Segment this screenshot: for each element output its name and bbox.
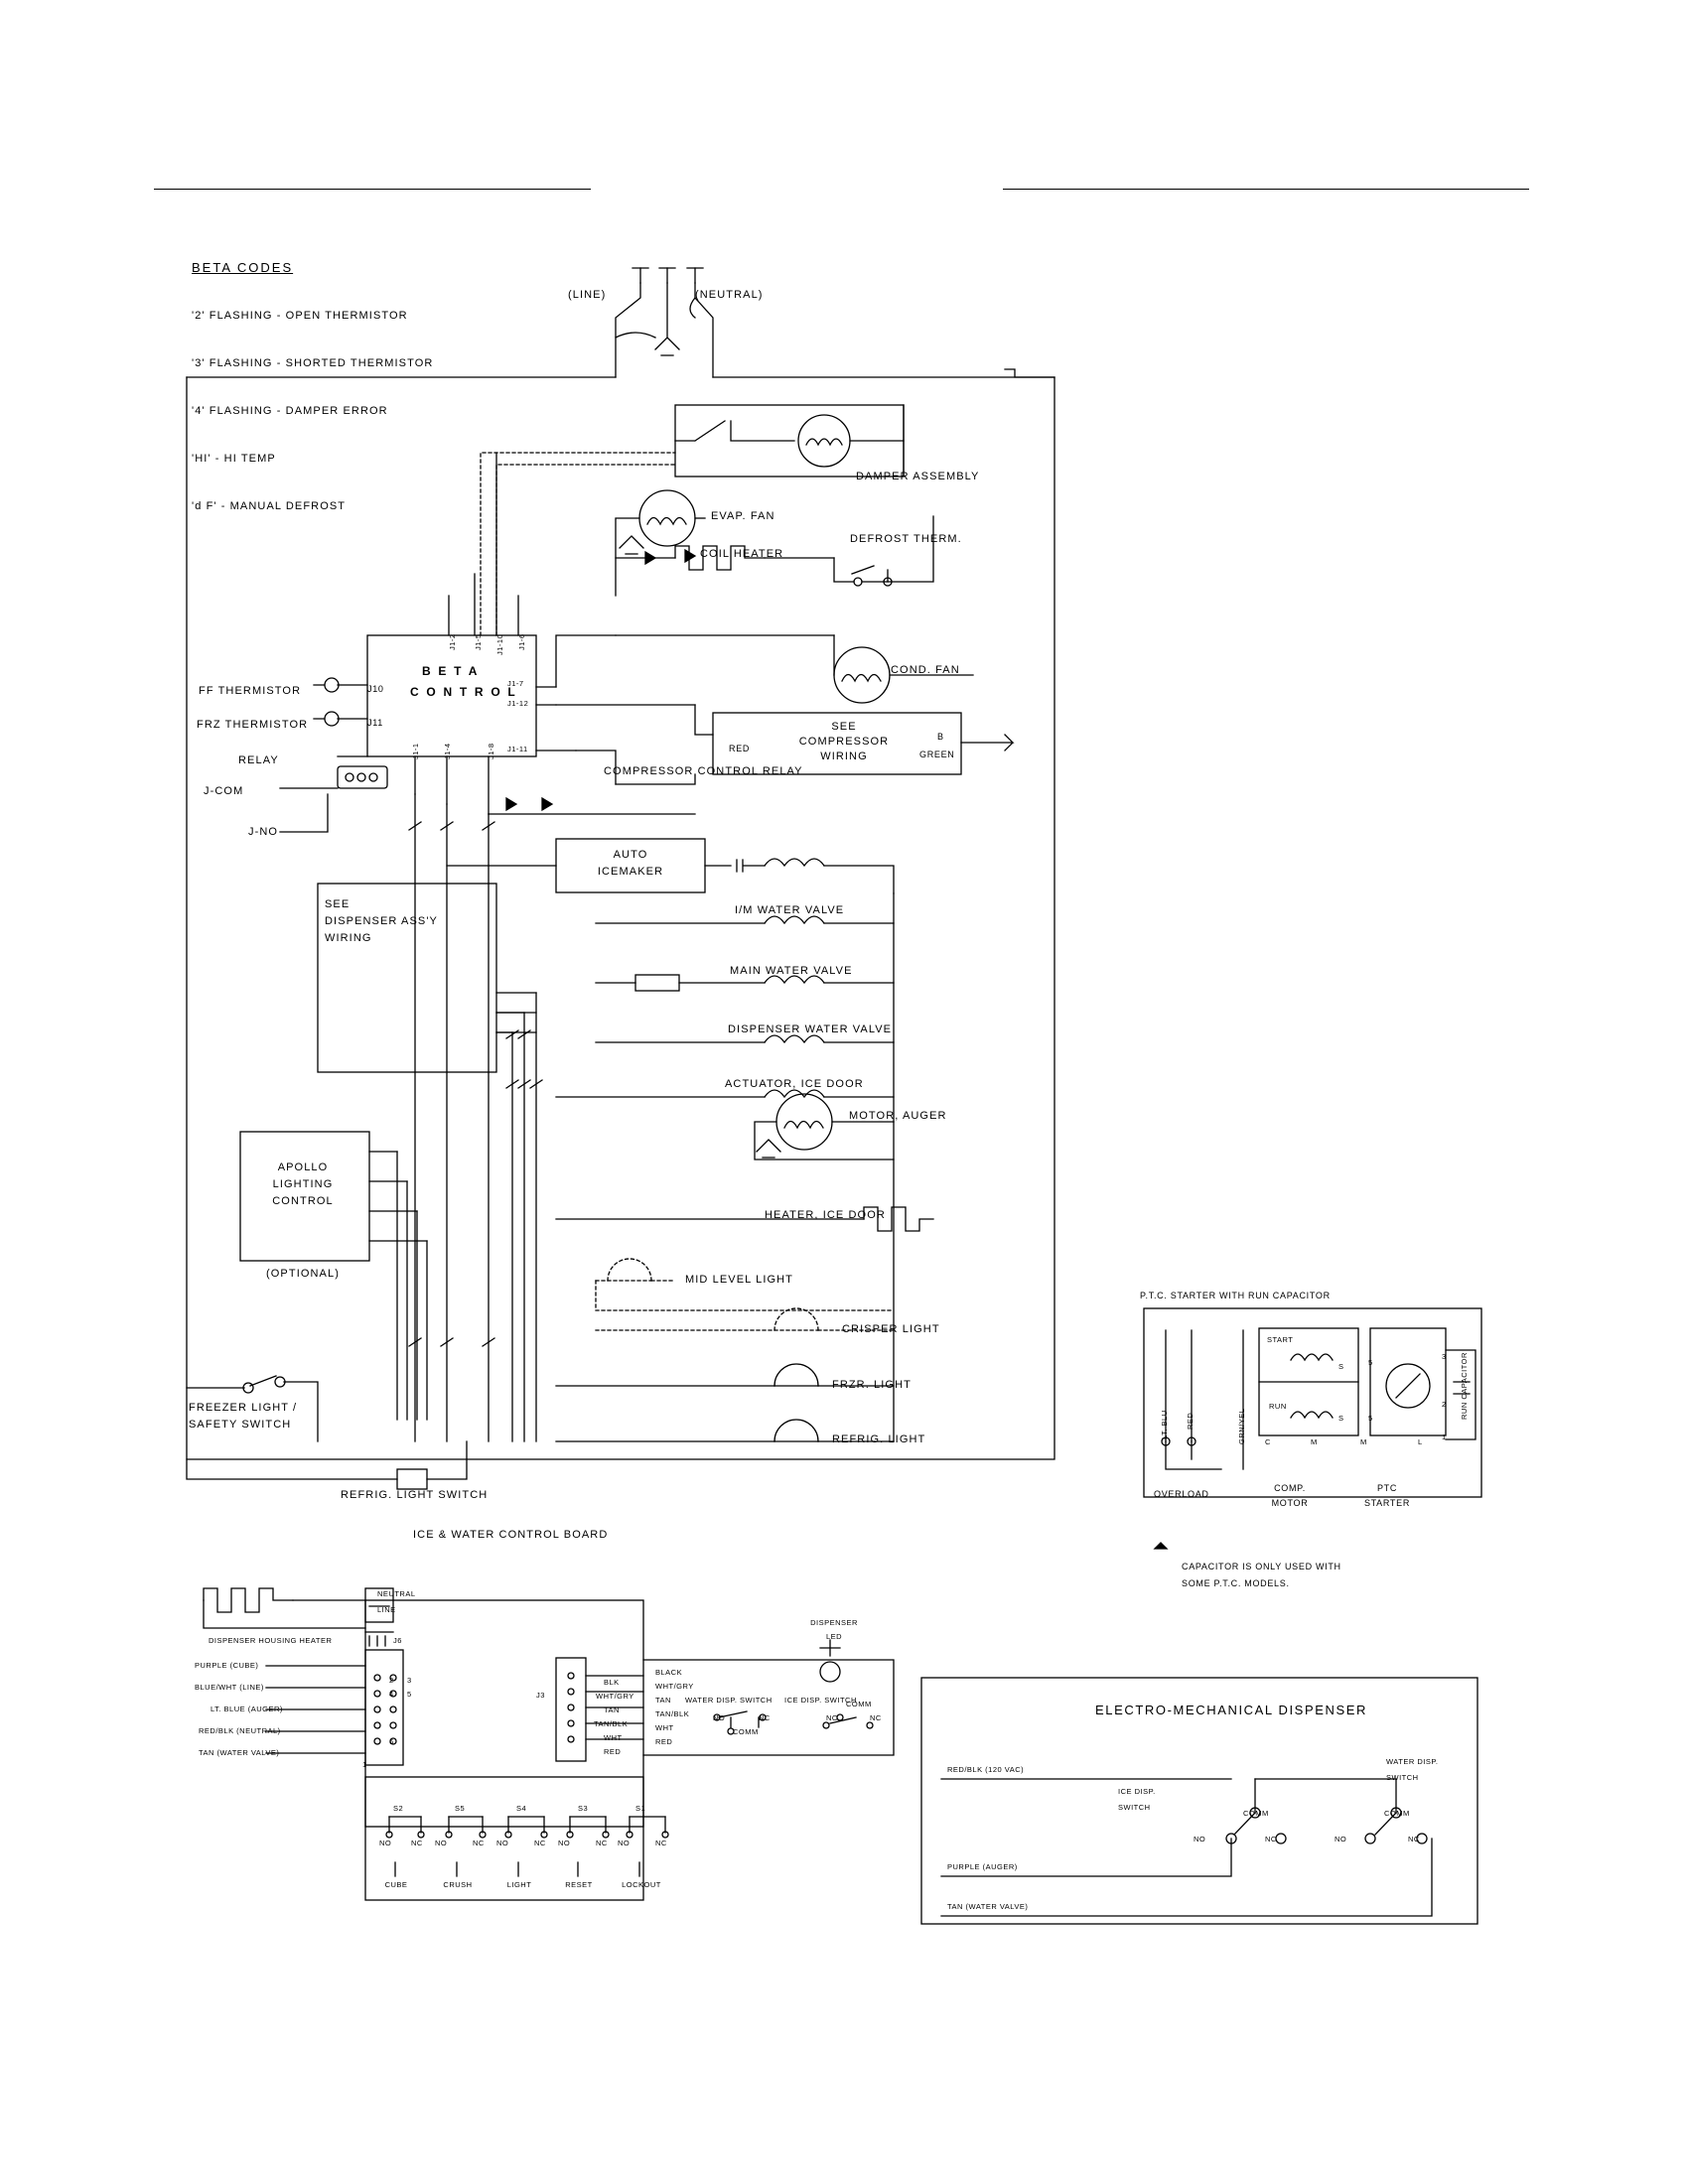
comp-wiring-red: RED [729, 744, 751, 753]
iwb-switch-id-s1: S1 [635, 1804, 646, 1813]
iwb-switch-id-s3: S3 [578, 1804, 589, 1813]
iwb-harness-blk: BLK [604, 1678, 620, 1687]
label-compressor-control-relay [604, 764, 803, 778]
dispenser-box-line2: DISPENSER ASS'Y [325, 915, 438, 927]
ptc-run-label: RUN [1269, 1402, 1287, 1411]
beta-control-title-line1: B E T A [422, 664, 480, 678]
pin-j1-8: J1-8 [487, 743, 495, 759]
iwb-harness-tan: TAN [604, 1706, 620, 1714]
ptc-terminal-s-bottom: S [1338, 1414, 1344, 1423]
ptc-note-1: CAPACITOR IS ONLY USED WITH [1182, 1562, 1341, 1571]
label-crisper-light: CRISPER LIGHT [842, 1323, 940, 1335]
iwb-ice-disp-comm: COMM [846, 1700, 872, 1708]
iwb-sw-term-nc-1: NC [411, 1839, 423, 1847]
beta-codes-title: BETA CODES [192, 260, 294, 275]
em-term-nc-1: NC [1265, 1835, 1277, 1843]
ptc-start-label: START [1267, 1335, 1294, 1344]
iwb-wire-red-r: RED [655, 1737, 673, 1746]
label-defrost-therm [850, 533, 962, 547]
ccr-text: COMPRESSOR CONTROL RELAY [604, 765, 803, 777]
iwb-harness-wht: WHT [604, 1733, 623, 1742]
pin-j1-2: J1-2 [448, 633, 457, 650]
iwb-switch-name-cube: CUBE [384, 1880, 408, 1889]
beta-control-title-line2: C O N T R O L [410, 685, 517, 699]
iwb-sw-term-no-2: NO [435, 1839, 448, 1847]
iwb-sw-term-no-4: NO [558, 1839, 571, 1847]
iwb-water-disp-comm: COMM [733, 1727, 759, 1736]
iwb-sw-term-nc-3: NC [534, 1839, 546, 1847]
iwb-sw-term-nc-5: NC [655, 1839, 667, 1847]
iwb-sw-term-no-3: NO [496, 1839, 509, 1847]
neutral-label: (NEUTRAL) [695, 289, 764, 301]
apollo-optional: (OPTIONAL) [266, 1268, 340, 1280]
iwb-wire-black-r: BLACK [655, 1668, 683, 1677]
ptc-wire-grn-yel: GRN/YEL [1237, 1408, 1246, 1444]
em-ice-switch-1: ICE DISP. [1118, 1787, 1156, 1796]
ptc-pin-5b: 5 [1368, 1414, 1373, 1423]
pin-j1-1: J1-1 [411, 743, 420, 759]
comp-wiring-line1: SEE [831, 721, 857, 733]
defrost-therm-text: DEFROST THERM. [850, 533, 962, 545]
em-term-comm-1: COMM [1243, 1809, 1269, 1818]
label-j-no: J-NO [248, 826, 279, 838]
iwb-pin-1: 1 [362, 1760, 367, 1769]
em-term-comm-2: COMM [1384, 1809, 1410, 1818]
line-label: (LINE) [568, 289, 607, 301]
iwb-switch-id-s4: S4 [516, 1804, 527, 1813]
iwb-sw-term-nc-4: NC [596, 1839, 608, 1847]
label-neutral-iwb: NEUTRAL [377, 1589, 416, 1598]
ptc-terminal-m2: M [1360, 1437, 1367, 1446]
label-refrig-light: REFRIG. LIGHT [832, 1433, 926, 1445]
iwb-wire-lt-blue: LT. BLUE (AUGER) [211, 1705, 283, 1713]
label-cond-fan: COND. FAN [891, 664, 960, 676]
iwb-wire-blue-wht: BLUE/WHT (LINE) [195, 1683, 264, 1692]
pin-j1-10: J1-10 [495, 633, 504, 655]
ptc-pin-3: 3 [1442, 1352, 1447, 1361]
label-j11: J11 [367, 718, 383, 728]
em-term-no-2: NO [1335, 1835, 1347, 1843]
em-wire-mid: PURPLE (AUGER) [947, 1862, 1018, 1871]
label-relay: RELAY [238, 754, 279, 766]
comp-wiring-line3: WIRING [820, 751, 868, 762]
iwb-sw-term-nc-2: NC [473, 1839, 485, 1847]
pin-j1-6: J1-6 [517, 633, 526, 650]
iwb-ice-disp-nc: NC [870, 1713, 882, 1722]
em-water-switch-2: SWITCH [1386, 1773, 1419, 1782]
iwb-wire-tan-r: TAN [655, 1696, 671, 1705]
label-frz-thermistor: FRZ THERMISTOR [197, 719, 309, 731]
iwb-wire-red-blk: RED/BLK (NEUTRAL) [199, 1726, 281, 1735]
ptc-starter-2: STARTER [1363, 1498, 1411, 1508]
label-evap-fan: EVAP. FAN [711, 510, 775, 522]
iwb-wire-tanblk-r: TAN/BLK [655, 1709, 690, 1718]
label-j-com: J-COM [204, 785, 244, 797]
iwb-water-disp-no: NO [713, 1713, 726, 1722]
em-ice-switch-2: SWITCH [1118, 1803, 1151, 1812]
ptc-wire-lt-blu: LT. BLU [1160, 1410, 1169, 1439]
iwb-pin-4: 4 [389, 1690, 394, 1699]
iwb-wire-purple: PURPLE (CUBE) [195, 1661, 259, 1670]
label-dispenser-water-valve: DISPENSER WATER VALVE [728, 1024, 893, 1035]
beta-codes-block [192, 228, 433, 546]
label-j3: J3 [536, 1691, 545, 1700]
label-auto-icemaker-2: ICEMAKER [597, 866, 664, 878]
iwb-harness-red: RED [604, 1747, 622, 1756]
iwb-harness-tanblk: TAN/BLK [594, 1719, 629, 1728]
dispenser-led-2: LED [825, 1632, 843, 1641]
ptc-note-2: SOME P.T.C. MODELS. [1182, 1578, 1290, 1588]
beta-code-line: '4' FLASHING - DAMPER ERROR [192, 405, 388, 417]
dispenser-box-line3: WIRING [325, 932, 372, 944]
label-im-water-valve: I/M WATER VALVE [735, 904, 845, 916]
label-dispenser-housing-heater: DISPENSER HOUSING HEATER [209, 1636, 333, 1645]
iwb-pin-5: 5 [407, 1690, 412, 1699]
comp-wiring-green: GREEN [919, 750, 955, 759]
ptc-title: P.T.C. STARTER WITH RUN CAPACITOR [1140, 1291, 1331, 1300]
iwb-wire-wht-r: WHT [655, 1723, 674, 1732]
electro-mech-title: ELECTRO-MECHANICAL DISPENSER [1094, 1703, 1368, 1717]
ptc-pin-5a: 5 [1368, 1358, 1373, 1367]
iwb-switch-name-light: LIGHT [506, 1880, 532, 1889]
ptc-overload: OVERLOAD [1154, 1489, 1209, 1499]
iwb-sw-term-no-1: NO [379, 1839, 392, 1847]
iwb-switch-id-s2: S2 [393, 1804, 404, 1813]
ptc-terminal-m: M [1311, 1437, 1318, 1446]
iwb-harness-whtgry: WHT/GRY [596, 1692, 634, 1701]
iwb-switch-name-lockout: LOCKOUT [622, 1880, 661, 1889]
header-rule-left [154, 189, 591, 190]
iwb-sw-term-no-5: NO [618, 1839, 631, 1847]
label-heater-ice-door: HEATER, ICE DOOR [765, 1209, 886, 1221]
pin-j1-12: J1-12 [507, 699, 529, 708]
dispenser-led-1: DISPENSER [810, 1618, 858, 1627]
comp-wiring-b: B [937, 732, 944, 742]
ptc-run-capacitor: RUN CAPACITOR [1460, 1352, 1469, 1420]
em-wire-top: RED/BLK (120 VAC) [947, 1765, 1025, 1774]
beta-code-line: '2' FLASHING - OPEN THERMISTOR [192, 310, 408, 322]
iwb-switch-id-s5: S5 [455, 1804, 466, 1813]
ptc-terminal-l: L [1418, 1437, 1423, 1446]
iwb-wire-whtgry-r: WHT/GRY [655, 1682, 694, 1691]
ptc-comp-motor-2: MOTOR [1271, 1498, 1309, 1508]
ptc-terminal-c: C [1265, 1437, 1271, 1446]
label-auto-icemaker-1: AUTO [613, 849, 648, 861]
pin-j1-7: J1-7 [507, 679, 524, 688]
ice-water-board-title: ICE & WATER CONTROL BOARD [413, 1529, 609, 1541]
apollo-line2: LIGHTING [272, 1178, 334, 1190]
apollo-line3: CONTROL [272, 1195, 334, 1207]
beta-code-line: '3' FLASHING - SHORTED THERMISTOR [192, 357, 434, 369]
ptc-terminal-s-top: S [1338, 1362, 1344, 1371]
beta-code-line: 'HI' - HI TEMP [192, 453, 276, 465]
label-frzr-light: FRZR. LIGHT [832, 1379, 912, 1391]
label-refrig-light-switch: REFRIG. LIGHT SWITCH [341, 1489, 489, 1501]
em-wire-bot: TAN (WATER VALVE) [947, 1902, 1029, 1911]
iwb-water-disp-nc: NC [759, 1713, 771, 1722]
ptc-pin-1: 1 [1442, 1433, 1447, 1441]
ptc-pin-2: 2 [1442, 1400, 1447, 1409]
beta-code-line: 'd F' - MANUAL DEFROST [192, 500, 347, 512]
label-freezer-light-safety-switch-2: SAFETY SWITCH [189, 1419, 292, 1431]
iwb-water-disp-switch-label: WATER DISP. SWITCH [685, 1696, 773, 1705]
iwb-ice-disp-no: NO [826, 1713, 839, 1722]
label-j10: J10 [367, 684, 384, 694]
label-ff-thermistor: FF THERMISTOR [199, 685, 302, 697]
ptc-wire-red: RED [1186, 1412, 1195, 1430]
label-actuator-ice-door: ACTUATOR, ICE DOOR [725, 1078, 864, 1090]
label-line-iwb: LINE [377, 1605, 396, 1614]
header-rule-right [1003, 189, 1529, 190]
label-main-water-valve: MAIN WATER VALVE [730, 965, 853, 977]
iwb-pin-6: 6 [389, 1737, 394, 1746]
label-mid-level-light: MID LEVEL LIGHT [685, 1274, 794, 1286]
iwb-pin-3: 3 [407, 1676, 412, 1685]
pin-j1-5: J1-5 [474, 633, 483, 650]
pin-j1-11: J1-11 [507, 745, 528, 753]
iwb-switch-name-crush: CRUSH [443, 1880, 473, 1889]
label-coil-heater: COIL HEATER [700, 548, 784, 560]
pin-j1-4: J1-4 [443, 743, 452, 759]
em-term-no-1: NO [1194, 1835, 1206, 1843]
iwb-ice-disp-switch-label: ICE DISP. SWITCH [784, 1696, 857, 1705]
iwb-pin-2: 2 [389, 1676, 394, 1685]
label-damper-assembly: DAMPER ASSEMBLY [856, 471, 980, 482]
dispenser-box-line1: SEE [325, 898, 351, 910]
ptc-comp-motor-1: COMP. [1274, 1483, 1306, 1493]
comp-wiring-line2: COMPRESSOR [798, 736, 890, 748]
label-motor-auger: MOTOR, AUGER [849, 1110, 947, 1122]
label-freezer-light-safety-switch-1: FREEZER LIGHT / [189, 1402, 298, 1414]
em-term-nc-2: NC [1408, 1835, 1420, 1843]
apollo-line1: APOLLO [277, 1161, 329, 1173]
iwb-wire-tan: TAN (WATER VALVE) [199, 1748, 280, 1757]
iwb-switch-name-reset: RESET [565, 1880, 593, 1889]
ptc-starter-1: PTC [1376, 1483, 1398, 1493]
label-j6: J6 [393, 1636, 402, 1645]
em-water-switch-1: WATER DISP. [1386, 1757, 1439, 1766]
